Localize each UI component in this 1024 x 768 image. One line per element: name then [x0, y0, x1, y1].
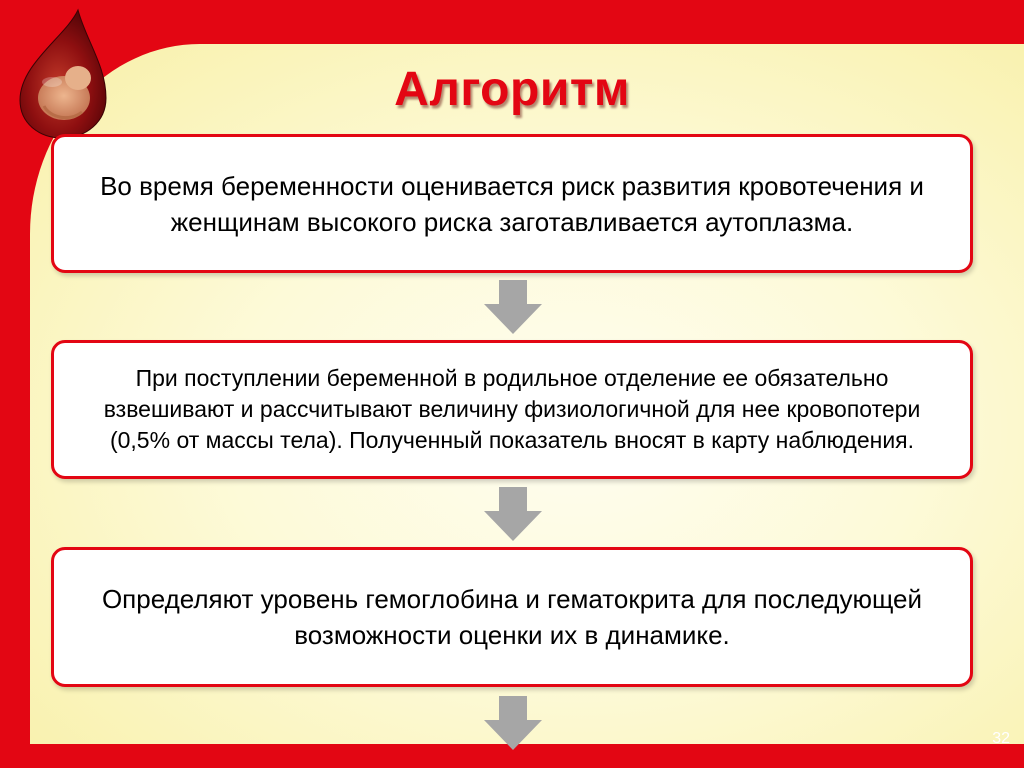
step-3-text: Определяют уровень гемоглобина и гематокрита для последующей возможности оценки их в динамике.	[101, 584, 923, 650]
down-arrow-icon	[484, 696, 542, 750]
step-1-text: Во время беременности оценивается риск развития кровотечения и женщинам высокого риска заготавливается аутоплазма.	[100, 170, 924, 237]
down-arrow-icon	[484, 487, 542, 541]
step-2-text: При поступлении беременной в родильное отделение ее обязательно взвешивают и рассчитывают величину физиологичной для нее кровопотери (0,5% от массы тела). Полученный показатель вносят в карту наблюдения.	[103, 365, 921, 453]
down-arrow-icon	[484, 280, 542, 334]
algorithm-step-3	[51, 547, 973, 687]
page-number: 32	[992, 730, 1010, 747]
algorithm-step-1	[51, 134, 973, 273]
algorithm-step-2	[51, 340, 973, 479]
slide-title: Алгоритм	[394, 63, 630, 116]
